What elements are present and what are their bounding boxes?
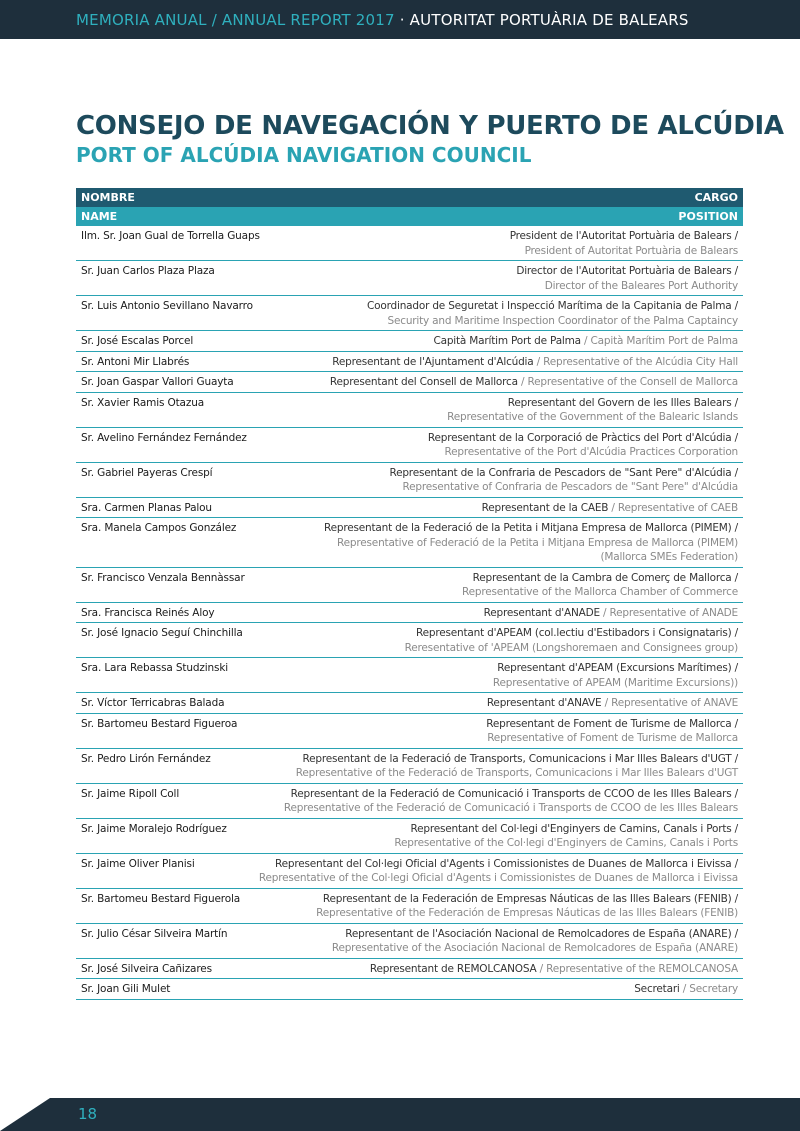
position-text-local: Representant de l'Asociación Nacional de Remolcadores de España (ANARE) /	[345, 927, 738, 940]
position-text-english: / Representative of the Consell de Mallorca	[517, 376, 738, 388]
member-name: Sr. Jaime Oliver Planisi	[81, 857, 195, 870]
position-text-english: / Representative of ANADE	[599, 606, 738, 619]
position-line	[199, 355, 738, 370]
table-row	[76, 658, 743, 693]
position-line	[205, 871, 738, 886]
position-text-english: Representative of the Federació de Transports, Comunicacions i Mar Illes Balears d'UGT	[295, 767, 738, 779]
position-line	[250, 906, 738, 921]
position-text-local: Representant de la Corporació de Pràctics del Port d'Alcúdia /	[427, 431, 738, 444]
position-line	[246, 550, 738, 565]
position-text-local: Representant de REMOLCANOSA	[369, 962, 537, 975]
table-row	[76, 261, 743, 296]
member-name: Sra. Francisca Reinés Aloy	[81, 606, 215, 619]
position-line	[222, 480, 738, 495]
member-name: Sr. Jaime Ripoll Coll	[81, 787, 180, 800]
member-name: Sr. José Escalas Porcel	[81, 335, 194, 347]
position-text-english: Reresentative of 'APEAM (Longshoremaen and Consignees group)	[404, 641, 738, 654]
member-position	[195, 857, 738, 886]
table-row	[76, 889, 743, 924]
member-name: Sr. Juan Carlos Plaza Plaza	[81, 265, 215, 277]
table-row	[76, 568, 743, 603]
member-position	[211, 752, 738, 781]
member-name: Sr. Joan Gaspar Vallori Guayta	[81, 376, 234, 388]
member-name: Sr. Xavier Ramis Otazua	[81, 396, 204, 409]
member-position	[227, 927, 738, 956]
position-line	[222, 466, 738, 481]
member-position	[237, 717, 738, 746]
position-line	[270, 244, 738, 259]
position-text-english: (Mallorca SMEs Federation)	[600, 551, 738, 563]
position-text-local: Representant del Consell de Mallorca	[329, 376, 518, 388]
running-header	[76, 11, 689, 29]
footer-corner-wedge	[0, 1098, 50, 1131]
position-text-english: Representative of the Federación de Empresas Náuticas de las Illes Balears (FENIB)	[316, 907, 738, 919]
position-text-local: President de l'Autoritat Portuària de Balears /	[509, 230, 738, 242]
table-row	[76, 603, 743, 624]
table-row	[76, 498, 743, 519]
position-line	[246, 521, 738, 536]
header-name-es: NOMBRE	[81, 191, 135, 204]
position-text-local: Representant de l'Ajuntament d'Alcúdia	[332, 355, 534, 368]
position-text-english: / Representative of ANAVE	[601, 697, 738, 709]
position-line	[257, 445, 738, 460]
position-line	[189, 801, 738, 816]
position-text-local: Representant del Col·legi d'Enginyers de Camins, Canals i Ports /	[410, 822, 738, 835]
table-row	[76, 784, 743, 819]
table-row	[76, 393, 743, 428]
position-line	[234, 696, 738, 711]
position-text-english: Representative of the Port d'Alcúdia Practices Corporation	[444, 446, 738, 458]
member-name: Sra. Lara Rebassa Studzinski	[81, 662, 229, 674]
position-text-english: Representative of the Government of the Balearic Islands	[447, 411, 738, 423]
position-text-english: Representative of Foment de Turisme de Mallorca	[487, 732, 738, 744]
position-text-english: Representative of the Federació de Comunicació i Transports de CCOO de les Illes Balears	[283, 802, 738, 814]
position-line	[253, 626, 738, 641]
position-line	[224, 606, 738, 621]
position-text-local: Representant de la Federació de Transports, Comunicacions i Mar Illes Balears d'UGT /	[302, 752, 738, 765]
position-text-local: Secretari	[634, 983, 680, 995]
table-row	[76, 331, 743, 352]
member-position	[243, 626, 738, 655]
member-position	[236, 521, 738, 565]
position-text-english: Representative of the Col·legi Oficial d'Agents i Comissionistes de Duanes de Mallorca i Eivissa	[258, 872, 738, 884]
position-line	[247, 717, 738, 732]
page-titles	[76, 110, 784, 168]
member-name: Sr. Víctor Terricabras Balada	[81, 697, 225, 709]
table-row	[76, 352, 743, 373]
position-text-local: Representant del Govern de les Illes Balears /	[507, 396, 738, 409]
header-part-1: MEMORIA ANUAL /	[76, 10, 222, 29]
position-line	[238, 676, 738, 691]
table-row	[76, 518, 743, 568]
position-text-local: Representant de la Cambra de Comerç de Mallorca /	[472, 571, 738, 584]
member-name: Sr. José Silveira Cañizares	[81, 962, 212, 975]
member-position	[245, 571, 738, 600]
position-line	[237, 836, 738, 851]
member-position	[224, 696, 738, 711]
table-row	[76, 428, 743, 463]
table-row	[76, 924, 743, 959]
member-position	[193, 334, 738, 349]
table-row	[76, 854, 743, 889]
position-line	[257, 431, 738, 446]
position-line	[214, 410, 738, 425]
member-position	[253, 299, 738, 328]
position-text-english: / Representative of the REMOLCANOSA	[536, 962, 738, 975]
position-text-local: Representant d'ANAVE	[486, 697, 602, 709]
position-text-english: / Capità Marítim Port de Palma	[580, 335, 738, 347]
member-position	[212, 501, 738, 516]
page-number: 18	[78, 1105, 98, 1123]
member-name: Sr. Gabriel Payeras Crespí	[81, 466, 213, 479]
position-text-english: Representative of the Asociación Nacional de Remolcadores de España (ANARE)	[331, 942, 738, 954]
position-text-english: / Representative of the Alcúdia City Hall	[533, 355, 738, 368]
position-line	[238, 661, 738, 676]
position-line	[246, 536, 738, 551]
header-position-en: POSITION	[678, 210, 738, 223]
member-name: Sr. Julio César Silveira Martín	[81, 927, 228, 940]
position-text-english: Representative of the Mallorca Chamber of Commerce	[462, 586, 738, 598]
table-row	[76, 714, 743, 749]
table-row	[76, 372, 743, 393]
member-position	[170, 982, 738, 997]
position-line	[222, 501, 738, 516]
header-position-es: CARGO	[694, 191, 738, 204]
member-name: Sr. Pedro Lirón Fernández	[81, 752, 211, 765]
member-position	[240, 892, 738, 921]
table-header-es	[76, 188, 743, 207]
member-position	[247, 431, 738, 460]
table-row	[76, 979, 743, 1000]
table-row	[76, 819, 743, 854]
member-position	[234, 375, 738, 390]
member-name: Ilm. Sr. Joan Gual de Torrella Guaps	[81, 230, 260, 242]
member-name: Sr. Francisco Venzala Bennàssar	[81, 571, 245, 584]
member-name: Sr. Joan Gili Mulet	[81, 983, 171, 995]
header-part-2: ANNUAL REPORT 2017	[221, 10, 395, 29]
position-text-local: Coordinador de Seguretat i Inspecció Marítima de la Capitania de Palma /	[367, 300, 738, 312]
member-position	[227, 822, 738, 851]
position-line	[222, 962, 738, 977]
position-text-english: Representative of Confraria de Pescadors de "Sant Pere" d'Alcúdia	[402, 481, 738, 493]
position-text-local: Representant de Foment de Turisme de Mallorca /	[486, 717, 738, 730]
position-text-local: Representant d'APEAM (Excursions Marítimes) /	[497, 662, 738, 674]
member-position	[214, 606, 738, 621]
position-text-local: Representant de la CAEB	[481, 501, 609, 514]
position-line	[189, 787, 738, 802]
member-name: Sr. Bartomeu Bestard Figueroa	[81, 717, 238, 730]
member-position	[260, 229, 738, 258]
member-name: Sra. Carmen Planas Palou	[81, 501, 212, 514]
position-line	[203, 334, 738, 349]
position-text-english: President of Autoritat Portuària de Balears	[524, 244, 738, 257]
member-name: Sra. Manela Campos González	[81, 522, 237, 534]
footer-bar	[0, 1098, 800, 1131]
table-body	[76, 226, 743, 1000]
position-line	[270, 229, 738, 244]
position-text-local: Representant d'ANADE	[483, 606, 600, 619]
member-name: Sr. José Ignacio Seguí Chinchilla	[81, 627, 243, 639]
member-name: Sr. Luis Antonio Sevillano Navarro	[81, 300, 253, 312]
position-text-english: / Secretary	[679, 983, 738, 995]
position-line	[244, 375, 738, 390]
position-line	[225, 279, 738, 294]
position-line	[221, 766, 738, 781]
page-title-en: PORT OF ALCÚDIA NAVIGATION COUNCIL	[76, 143, 532, 167]
position-line	[237, 927, 738, 942]
position-line	[253, 641, 738, 656]
member-name: Sr. Avelino Fernández Fernández	[81, 431, 247, 444]
position-line	[255, 571, 738, 586]
position-text-english: Representative of the Col·legi d'Enginyers de Camins, Canals i Ports	[394, 837, 738, 849]
position-text-english: Representative of APEAM (Maritime Excursions))	[492, 676, 738, 689]
position-text-local: Representant de la Federació de Comunicació i Transports de CCOO de les Illes Balears /	[290, 787, 738, 800]
position-text-local: Representant de la Confraria de Pescadors de "Sant Pere" d'Alcúdia /	[389, 466, 738, 479]
member-position	[179, 787, 738, 816]
table-row	[76, 749, 743, 784]
position-text-english: Director of the Baleares Port Authority	[544, 279, 738, 292]
table-row	[76, 463, 743, 498]
table-row	[76, 226, 743, 261]
table-row	[76, 959, 743, 980]
position-text-local: Representant de la Federació de la Petita i Mitjana Empresa de Mallorca (PIMEM) /	[324, 522, 738, 534]
position-line	[225, 264, 738, 279]
table-header-en	[76, 207, 743, 226]
header-part-3: · AUTORITAT PORTUÀRIA DE BALEARS	[394, 10, 689, 29]
member-position	[189, 355, 738, 370]
member-name: Sr. Bartomeu Bestard Figuerola	[81, 892, 241, 905]
page-title-es: CONSEJO DE NAVEGACIÓN Y PUERTO DE ALCÚDIA	[76, 111, 784, 141]
position-text-local: Representant del Col·legi Oficial d'Agents i Comissionistes de Duanes de Mallorca i Eivissa /	[275, 857, 738, 870]
position-text-local: Capità Marítim Port de Palma	[433, 335, 581, 347]
member-position	[215, 264, 738, 293]
position-text-english: / Representative of CAEB	[608, 501, 738, 514]
member-position	[212, 466, 738, 495]
position-text-english: Security and Maritime Inspection Coordinator of the Palma Captaincy	[387, 314, 738, 327]
position-line	[247, 731, 738, 746]
position-line	[214, 396, 738, 411]
table-row	[76, 623, 743, 658]
position-text-local: Director de l'Autoritat Portuària de Balears /	[516, 265, 738, 277]
position-line	[205, 857, 738, 872]
table-row	[76, 296, 743, 331]
position-text-local: Representant de la Federación de Empresas Náuticas de las Illes Balears (FENIB) /	[322, 892, 738, 905]
position-line	[263, 314, 738, 329]
member-position	[212, 962, 738, 977]
position-line	[237, 822, 738, 837]
position-line	[250, 892, 738, 907]
position-line	[237, 941, 738, 956]
top-header-bar	[0, 0, 800, 39]
position-text-english: Representative of Federació de la Petita i Mitjana Empresa de Mallorca (PIMEM)	[337, 536, 738, 549]
header-name-en: NAME	[81, 210, 118, 223]
position-line	[255, 585, 738, 600]
position-text-local: Representant d'APEAM (col.lectiu d'Estibadors i Consignataris) /	[416, 627, 738, 639]
member-name: Sr. Antoni Mir Llabrés	[81, 355, 190, 368]
member-position	[228, 661, 738, 690]
member-name: Sr. Jaime Moralejo Rodríguez	[81, 822, 227, 835]
position-line	[180, 982, 738, 997]
council-table	[76, 188, 743, 1000]
position-line	[221, 752, 738, 767]
table-row	[76, 693, 743, 714]
position-line	[263, 299, 738, 314]
member-position	[204, 396, 738, 425]
